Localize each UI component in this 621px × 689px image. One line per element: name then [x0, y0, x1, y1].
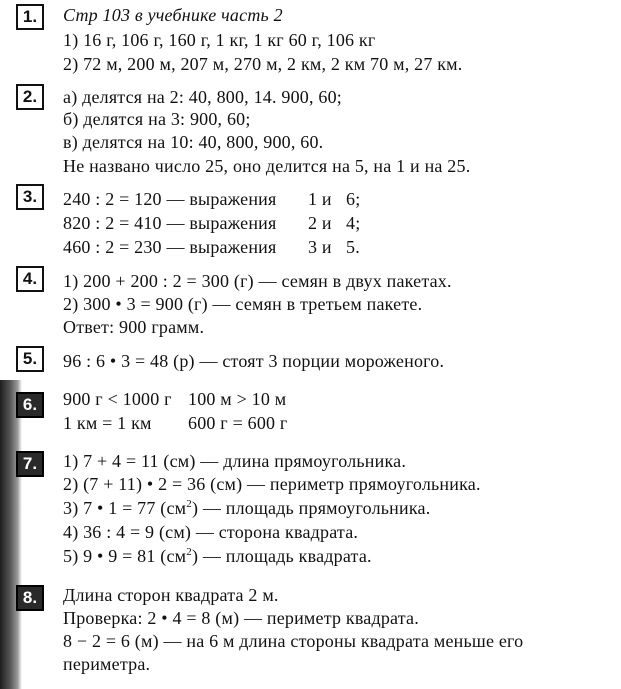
task-line: 2) (7 + 11) • 2 = 36 (см) — периметр прямоугольника. [63, 474, 481, 494]
task-number: 4. [16, 266, 44, 292]
comparison-a: 900 г < 1000 г [63, 389, 172, 409]
task-line: в) делятся на 10: 40, 800, 900, 60. [63, 132, 324, 152]
task-line: а) делятся на 2: 40, 800, 14. 900, 60; [63, 87, 342, 107]
task-row [63, 212, 360, 234]
task-number: 8. [16, 585, 44, 611]
task-line: 1) 7 + 4 = 11 (см) — длина прямоугольника. [63, 451, 407, 471]
task-line: 4) 36 : 4 = 9 (см) — сторона квадрата. [63, 522, 359, 542]
expression: 460 : 2 = 230 — выражения [63, 237, 277, 257]
task-line: 2) 72 м, 200 м, 207 м, 270 м, 2 км, 2 км 70 м, 27 км. [63, 54, 463, 74]
task-line: 2) 300 • 3 = 900 (г) — семян в третьем пакете. [63, 294, 423, 314]
task-number: 5. [16, 346, 44, 372]
task-row [63, 412, 288, 434]
comparison-a: 1 км = 1 км [63, 413, 152, 433]
match-a: 3 и [308, 237, 332, 257]
comparison-b: 600 г = 600 г [188, 413, 288, 433]
expression: 240 : 2 = 120 — выражения [63, 189, 277, 209]
task-number: 1. [16, 4, 44, 30]
task-line: 1) 200 + 200 : 2 = 300 (г) — семян в двух пакетах. [63, 271, 452, 291]
task-number: 6. [16, 392, 44, 418]
task-number: 3. [16, 184, 44, 210]
task-line: Стр 103 в учебнике часть 2 [63, 5, 283, 25]
task-line: Не названо число 25, оно делится на 5, на 1 и на 25. [63, 156, 471, 176]
match-a: 2 и [308, 213, 332, 233]
task-line: Проверка: 2 • 4 = 8 (м) — периметр квадрата. [63, 608, 419, 628]
task-row [63, 388, 286, 410]
task-number: 2. [16, 84, 44, 110]
task-row [63, 188, 360, 210]
task-line: Длина сторон квадрата 2 м. [63, 585, 279, 605]
task-line: б) делятся на 3: 900, 60; [63, 109, 251, 129]
page-edge-shadow [0, 380, 22, 689]
match-a: 1 и [308, 189, 332, 209]
task-line: 3) 7 • 1 = 77 $(см^2)$ — площадь прямоугольника. [63, 498, 431, 518]
task-line: 5) 9 • 9 = 81 $(см^2)$ — площадь квадрата. [63, 546, 372, 566]
match-b: 5. [346, 237, 360, 257]
match-b: 4; [346, 213, 361, 233]
task-line: 1) 16 г, 106 г, 160 г, 1 кг, 1 кг 60 г, 106 кг [63, 30, 376, 50]
task-line: периметра. [63, 654, 151, 674]
match-b: 6; [346, 189, 361, 209]
task-line: Ответ: 900 грамм. [63, 317, 205, 337]
task-line: 8 − 2 = 6 (м) — на 6 м длина стороны квадрата меньше его [63, 631, 524, 651]
expression: 820 : 2 = 410 — выражения [63, 213, 277, 233]
task-number: 7. [16, 451, 44, 477]
task-row [63, 236, 360, 258]
comparison-b: 100 м > 10 м [188, 389, 287, 409]
task-line: 96 : 6 • 3 = 48 (р) — стоят 3 порции мороженого. [63, 351, 445, 371]
